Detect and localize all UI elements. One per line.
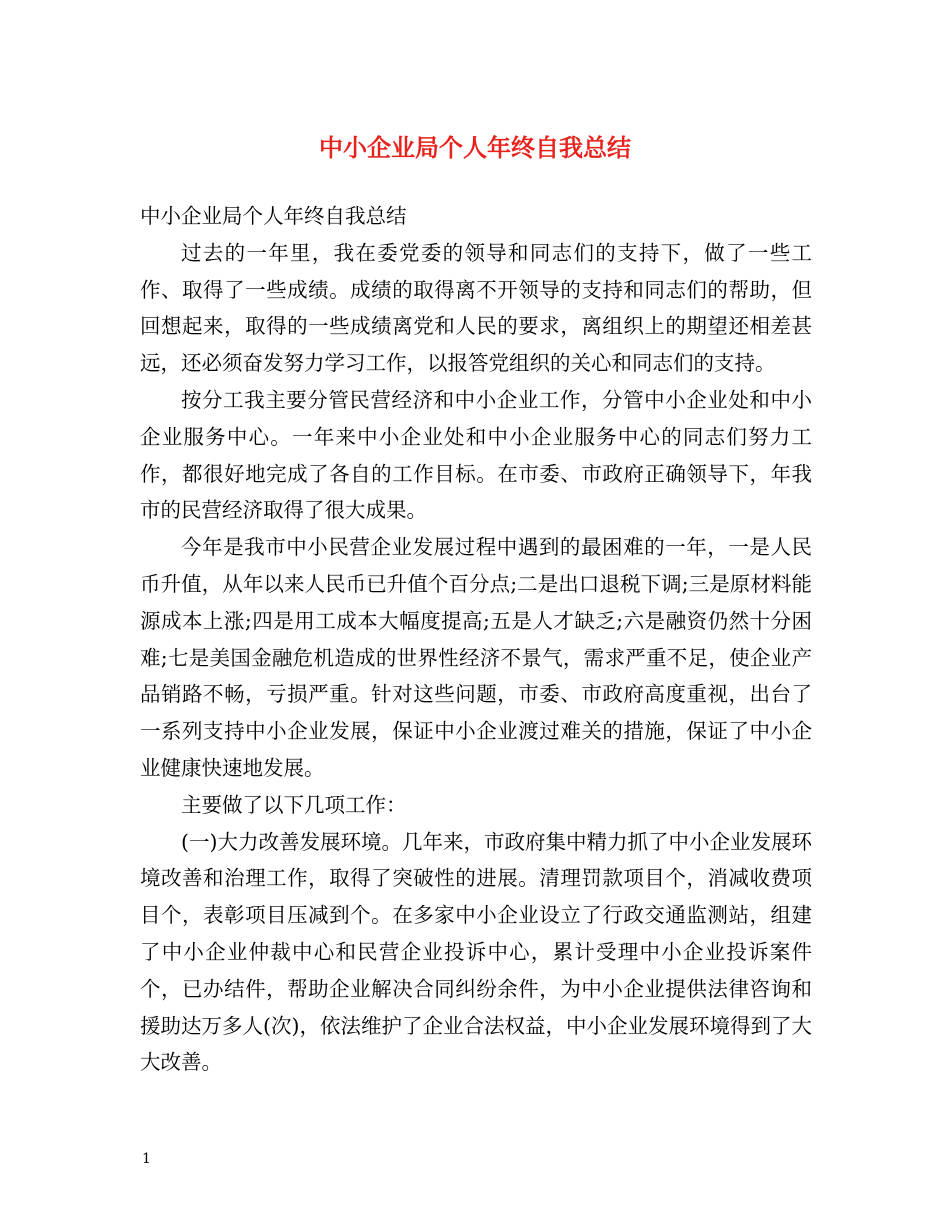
paragraph-intro: 过去的一年里，我在委党委的领导和同志们的支持下，做了一些工作、取得了一些成绩。成绩的取得离不开领导的支持和同志们的帮助，但回想起来，取得的一些成绩离党和人民的要求，离组织上的期望还相差甚远，还必须奋发努力学习工作，以报答党组织的关心和同志们的支持。 (140, 240, 812, 376)
document-body (140, 198, 812, 1081)
document-title: 中小企业局个人年终自我总结 (319, 133, 631, 162)
page-number: 1 (142, 1151, 151, 1167)
paragraph-main-work: 主要做了以下几项工作： (181, 792, 407, 817)
document-subtitle: 中小企业局个人年终自我总结 (140, 204, 407, 228)
paragraph-difficulties: 今年是我市中小民营企业发展过程中遇到的最困难的一年，一是人民币升值，从年以来人民币已升值个百分点;二是出口退税下调;三是原材料能源成本上涨;四是用工成本大幅度提高;五是人才缺乏;六是融资仍然十分困难;七是美国金融危机造成的世界性经济不景气，需求严重不足，使企业产品销路不畅，亏损严重。针对这些问题，市委、市政府高度重视，出台了一系列支持中小企业发展，保证中小企业渡过难关的措施，保证了中小企业健康快速地发展。 (140, 535, 812, 780)
paragraph-responsibilities: 按分工我主要分管民营经济和中小企业工作，分管中小企业处和中小企业服务中心。一年来中小企业处和中小企业服务中心的同志们努力工作，都很好地完成了各自的工作目标。在市委、市政府正确领导下，年我市的民营经济取得了很大成果。 (140, 387, 812, 523)
paragraph-environment: (一)大力改善发展环境。几年来，市政府集中精力抓了中小企业发展环境改善和治理工作，取得了突破性的进展。清理罚款项目个，消减收费项目个，表彰项目压减到个。在多家中小企业设立了行政交通监测站，组建了中小企业仲裁中心和民营企业投诉中心，累计受理中小企业投诉案件个，已办结件，帮助企业解决合同纠纷余件，为中小企业提供法律咨询和援助达万多人(次)，依法维护了企业合法权益，中小企业发展环境得到了大大改善。 (140, 829, 812, 1075)
